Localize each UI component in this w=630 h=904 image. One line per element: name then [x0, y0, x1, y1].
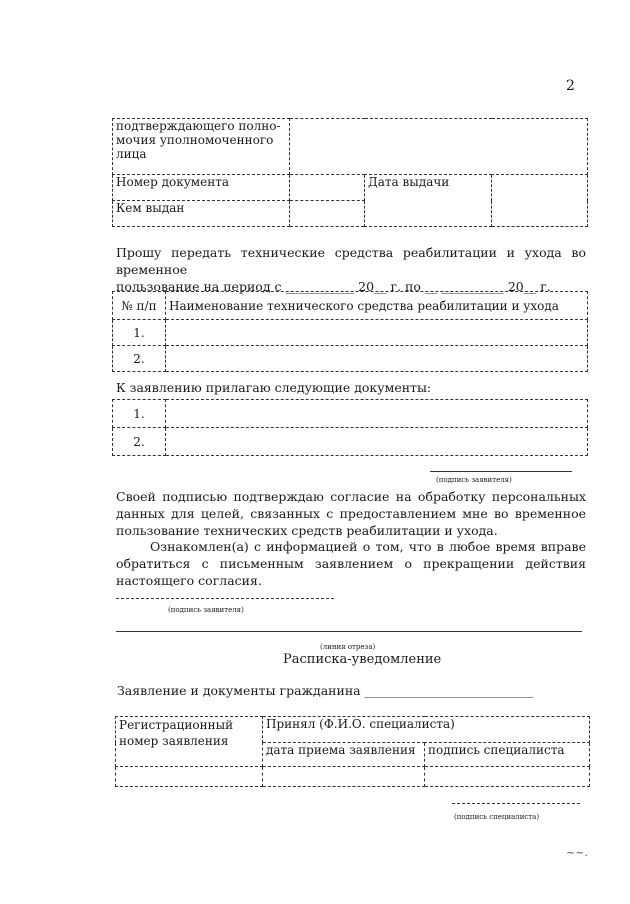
attach-row-no: 1.: [113, 400, 166, 428]
means-col-no: № п/п: [113, 292, 166, 320]
means-row-no: 1.: [113, 320, 166, 346]
accepted-by-label: Принял (Ф.И.О. специалиста): [263, 717, 590, 743]
doc-number-label: Номер документа: [113, 175, 290, 201]
applicant-signature-line-2: [116, 598, 334, 599]
issued-by-value: [290, 201, 365, 227]
means-col-name: Наименование технического средства реабилитации и ухода: [166, 292, 588, 320]
consent-paragraph: Своей подписью подтверждаю согласие на обработку персональных данных для целей, связанных с предоставлением мне во временное пользование технических средств реабилитации и ухода.: [116, 489, 586, 538]
proxy-value-cell: [290, 119, 588, 175]
informed-paragraph: Ознакомлен(а) с информацией о том, что в любое время вправе обратиться с письменным заявлением о прекращении действия настоящего согласия.: [116, 539, 586, 588]
applicant-signature-line-1: [430, 471, 572, 472]
signature-caption-1: (подпись заявителя): [436, 476, 512, 484]
request-line-2: пользование на период с ___________ 20__ г. по __ __________ 20__ г.: [116, 279, 551, 294]
receipt-table: [115, 716, 590, 787]
attach-row-doc: [166, 428, 588, 456]
receipt-title: Расписка-уведомление: [283, 652, 442, 667]
specialist-sign-value: [425, 767, 590, 787]
signature-caption-3: (подпись специалиста): [454, 813, 540, 821]
cut-line-caption: (линия отреза): [320, 643, 376, 651]
means-row-name: [166, 320, 588, 346]
issued-by-label: Кем выдан: [113, 201, 290, 227]
corner-mark: ~~.: [566, 846, 588, 859]
proxy-label-cell: подтверждающего полно-мочия уполномоченного лица: [113, 119, 290, 175]
receipt-date-value: [263, 767, 425, 787]
attachments-table: [112, 399, 588, 456]
page-number: 2: [566, 78, 575, 94]
proxy-document-table: [112, 118, 588, 227]
issue-date-value: [492, 175, 588, 227]
means-row-name: [166, 346, 588, 372]
means-table: [112, 291, 588, 372]
specialist-signature-line: [452, 803, 580, 804]
doc-number-value: [290, 175, 365, 201]
cut-line: [116, 631, 582, 632]
reg-number-label: Регистрационный номер заявления: [116, 717, 263, 767]
specialist-sign-label: подпись специалиста: [425, 743, 590, 767]
issue-date-label: Дата выдачи: [365, 175, 492, 227]
receipt-text: Заявление и документы гражданина ___________________________: [117, 683, 534, 698]
means-row-no: 2.: [113, 346, 166, 372]
request-paragraph: [116, 244, 586, 295]
attach-row-no: 2.: [113, 428, 166, 456]
request-line-1: Прошу передать технические средства реабилитации и ухода во временное: [116, 245, 586, 277]
attach-label: К заявлению прилагаю следующие документы:: [116, 380, 432, 395]
receipt-date-label: дата приема заявления: [263, 743, 425, 767]
reg-number-value: [116, 767, 263, 787]
attach-row-doc: [166, 400, 588, 428]
signature-caption-2: (подпись заявителя): [168, 606, 244, 614]
